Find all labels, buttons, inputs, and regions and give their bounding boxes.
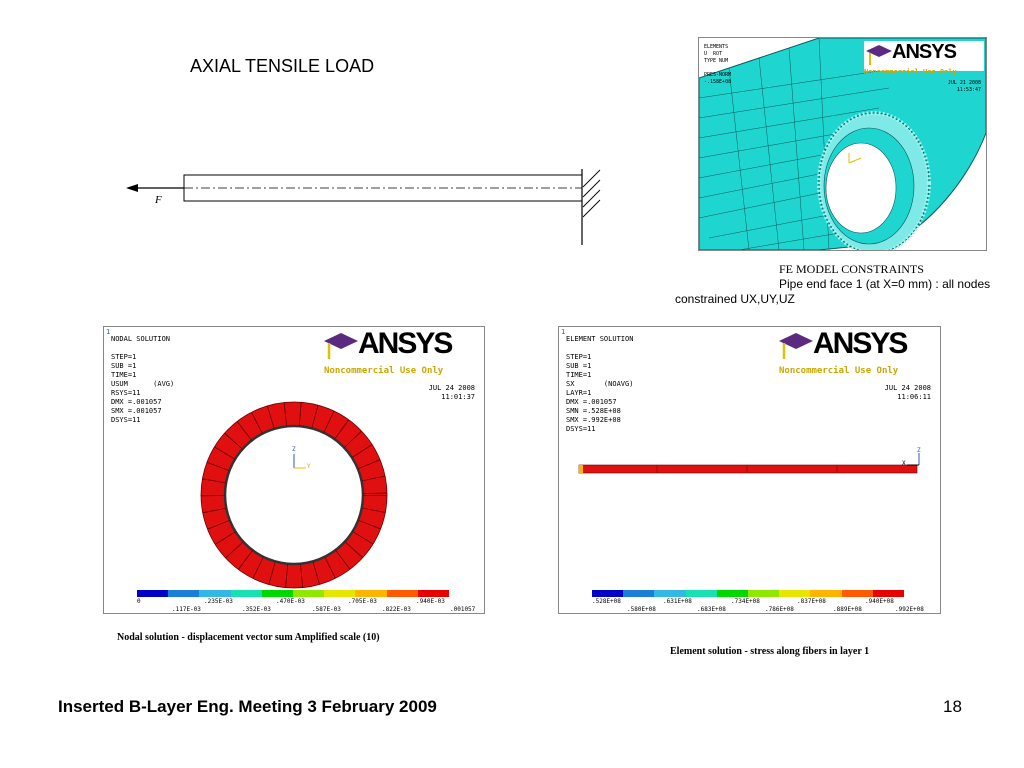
nodal-legend-label: 0 [137,598,141,605]
element-legend-label: .734E+08 [731,598,760,605]
nodal-legend-label: .235E-03 [204,598,233,605]
element-ansys-logo: ANSYS [777,329,939,365]
graduation-cap-icon [864,43,894,67]
nodal-caption: Nodal solution - displacement vector sum Amplified scale (10) [117,632,380,643]
nodal-noncommercial-label: Noncommercial Use Only [324,366,444,376]
nodal-legend-label: .822E-03 [382,606,411,613]
element-legend-label: .683E+08 [697,606,726,613]
nodal-solution-view [103,326,485,614]
fe-caption-title: FE MODEL CONSTRAINTS [779,262,924,276]
element-noncommercial-label: Noncommercial Use Only [779,366,899,376]
element-legend-label: .992E+08 [895,606,924,613]
nodal-legend-label: .117E-03 [172,606,201,613]
element-legend-label: .837E+08 [797,598,826,605]
element-info-block: ELEMENT SOLUTION STEP=1 SUB =1 TIME=1 SX (NOAVG) LAYR=1 DMX =.001057 SMN =.528E+08 SMX =.992E+08 DSYS=11 [566,335,634,433]
nodal-color-legend [137,590,449,597]
element-axis-z: Z [917,447,921,454]
nodal-legend-label: .587E-03 [312,606,341,613]
fe-caption-line2: Pipe end face 1 (at X=0 mm) : all nodes [779,277,991,291]
element-axis-triad [903,449,925,469]
nodal-legend-label: .352E-03 [242,606,271,613]
fe-timestamp: JUL 21 2008 11:53:47 [947,80,981,93]
element-axis-x: X [902,460,906,467]
force-arrow-head [126,184,138,192]
fe-model-view [698,37,987,251]
nodal-legend-label: .470E-03 [276,598,305,605]
graduation-cap-icon [322,331,360,361]
element-legend-label: .528E+08 [592,598,621,605]
deformed-ring-plot [199,400,389,590]
force-label: F [155,194,162,206]
element-window-index: 1 [561,328,566,336]
fe-caption-line3: constrained UX,UY,UZ [675,292,795,306]
nodal-timestamp: JUL 24 2008 11:01:37 [428,384,475,401]
element-color-legend [592,590,904,597]
element-solution-view [558,326,941,614]
nodal-legend-label: .705E-03 [348,598,377,605]
element-timestamp: JUL 24 2008 11:06:11 [884,384,931,401]
stressed-pipe-plot [577,463,922,477]
axial-load-sketch [120,165,610,255]
graduation-cap-icon [777,331,815,361]
slide-title: AXIAL TENSILE LOAD [190,56,375,76]
slide-footer: Inserted B-Layer Eng. Meeting 3 February 2009 [58,697,437,716]
nodal-axis-y: Y [307,463,311,470]
element-legend-label: .580E+08 [627,606,656,613]
nodal-ansys-logo: ANSYS [322,329,484,365]
element-legend-label: .940E+08 [865,598,894,605]
nodal-info-block: NODAL SOLUTION STEP=1 SUB =1 TIME=1 USUM (AVG) RSYS=11 DMX =.001057 SMX =.001057 DSYS=11 [111,335,175,424]
fe-noncommercial-label: Noncommercial Use Only [864,68,957,76]
nodal-window-index: 1 [106,328,111,336]
fe-info-block: ELEMENTS U ROT TYPE NUM PRES-NORM -.158E+08 [704,44,732,85]
element-caption: Element solution - stress along fibers in layer 1 [670,646,870,657]
nodal-legend-label: .940E-03 [416,598,445,605]
nodal-legend-label: .001057 [450,606,476,613]
element-legend-label: .631E+08 [663,598,692,605]
element-legend-label: .889E+08 [833,606,862,613]
fe-ansys-logo: ANSYS [864,41,984,71]
element-legend-label: .786E+08 [765,606,794,613]
nodal-axis-z: Z [292,446,296,453]
page-number: 18 [943,697,962,716]
wall-hatching [583,170,600,217]
